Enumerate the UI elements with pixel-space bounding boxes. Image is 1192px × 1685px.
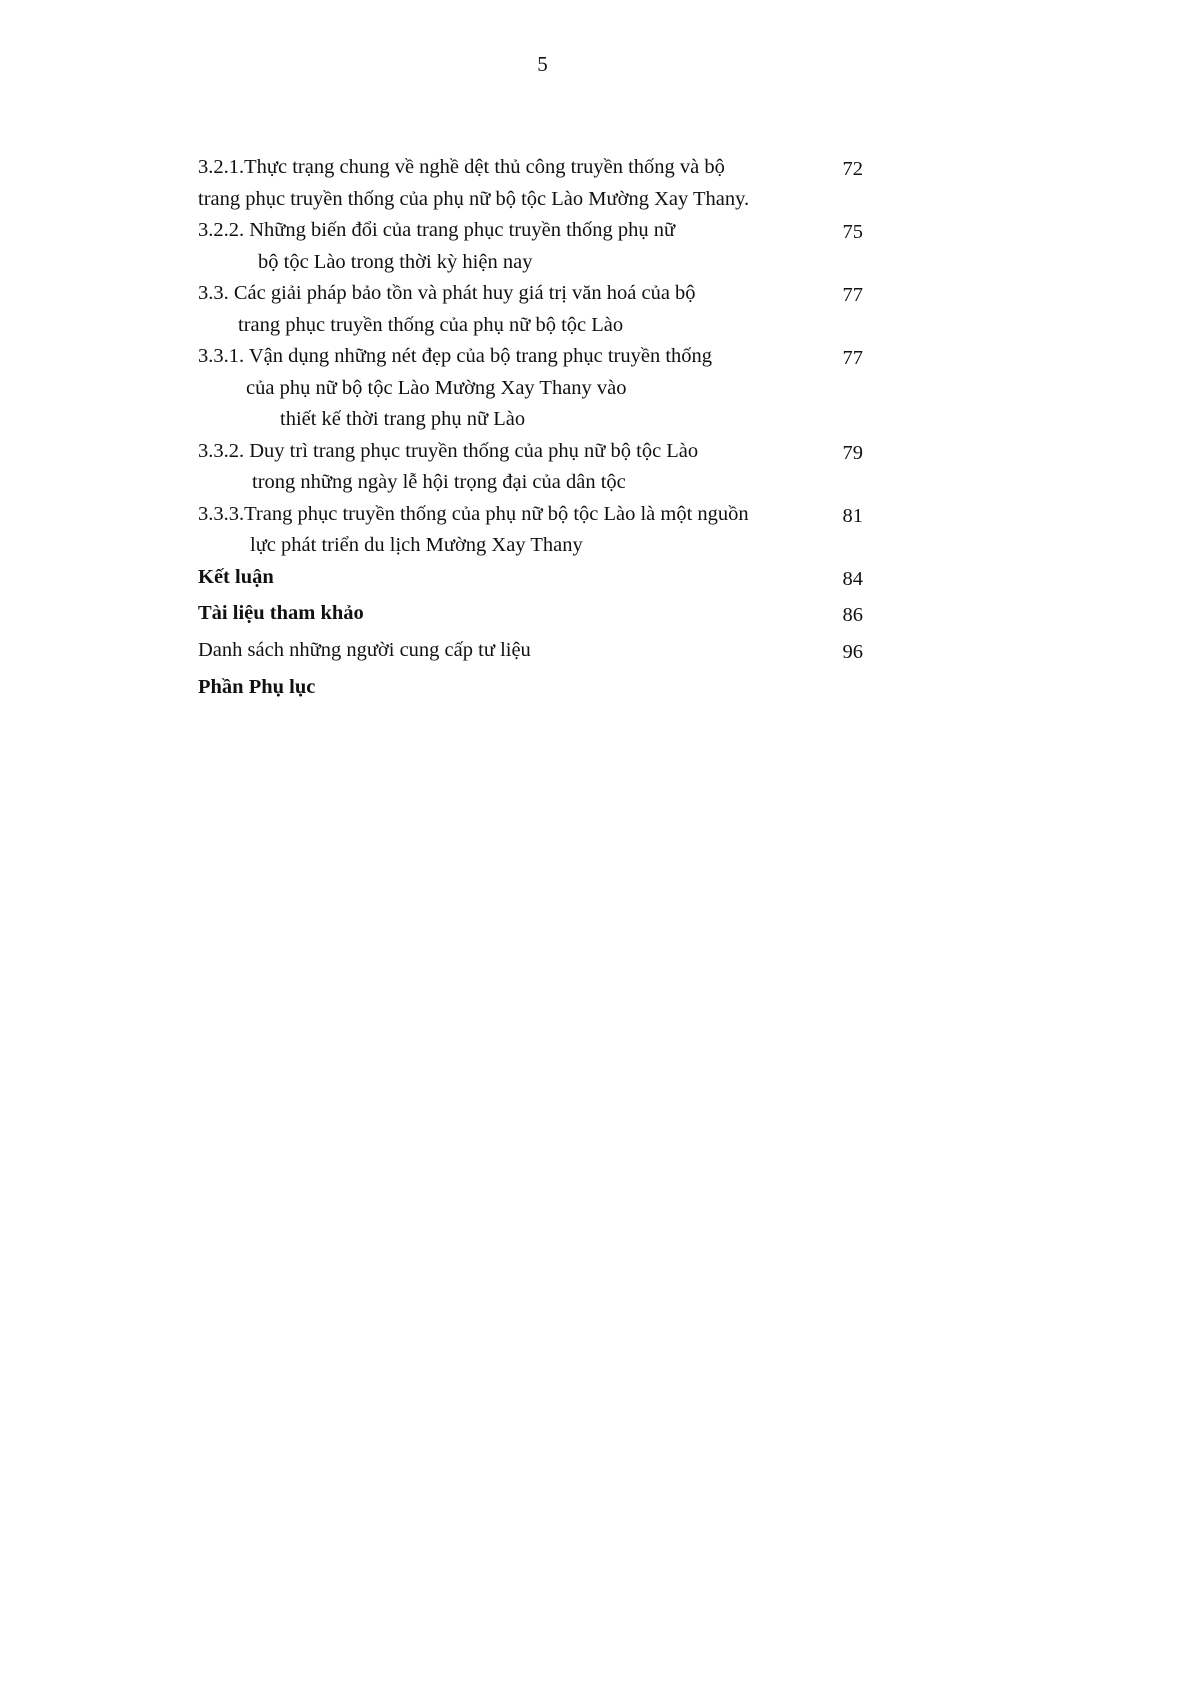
toc-entry-title <box>198 598 798 630</box>
toc-entry-title <box>198 436 798 499</box>
toc-entry-appendix[interactable] <box>198 672 863 704</box>
toc-page-number: 96 <box>842 640 863 663</box>
toc-entry-line: bộ tộc Lào trong thời kỳ hiện nay <box>258 250 533 273</box>
toc-entry-informants[interactable] <box>198 635 863 667</box>
toc-entry-3-2-1[interactable] <box>198 152 863 215</box>
toc-page-number: 72 <box>842 158 863 180</box>
toc-entry-line: Kết luận <box>198 565 274 588</box>
table-of-contents <box>198 152 863 704</box>
toc-entry-line: 3.3.1. Vận dụng những nét đẹp của bộ trang phục truyền thống <box>198 345 713 367</box>
toc-page-number: 81 <box>842 504 863 527</box>
toc-entry-line: 3.3. Các giải pháp bảo tồn và phát huy giá trị văn hoá của bộ <box>198 282 696 304</box>
toc-entry-title <box>198 672 798 704</box>
toc-entry-references[interactable] <box>198 598 863 630</box>
toc-entry-3-3-3[interactable] <box>198 499 863 562</box>
toc-entry-title <box>198 278 798 341</box>
toc-entry-line: của phụ nữ bộ tộc Lào Mường Xay Thany vào <box>246 376 627 399</box>
toc-entry-line: 3.3.2. Duy trì trang phục truyền thống của phụ nữ bộ tộc Lào <box>198 439 699 462</box>
toc-entry-line: Tài liệu tham khảo <box>198 602 364 624</box>
toc-entry-line: 3.2.2. Những biến đổi của trang phục truyền thống phụ nữ <box>198 219 676 241</box>
toc-entry-3-3[interactable] <box>198 278 863 341</box>
toc-entry-line: Danh sách những người cung cấp tư liệu <box>198 638 531 661</box>
toc-entry-line: lực phát triển du lịch Mường Xay Thany <box>250 534 583 556</box>
toc-page-number: 79 <box>842 441 863 464</box>
toc-entry-3-2-2[interactable] <box>198 215 863 278</box>
toc-page-number: 86 <box>842 604 863 626</box>
toc-page-number: 77 <box>842 284 863 306</box>
toc-entry-3-3-1[interactable] <box>198 341 863 436</box>
toc-entry-title <box>198 562 798 594</box>
toc-entry-title <box>198 499 798 562</box>
toc-entry-line: 3.3.3.Trang phục truyền thống của phụ nữ bộ tộc Lào là một nguồn <box>198 502 749 525</box>
toc-entry-title <box>198 215 798 278</box>
toc-entry-conclusion[interactable] <box>198 562 863 594</box>
toc-entry-title <box>198 152 798 215</box>
page-number: 5 <box>537 52 548 76</box>
toc-page-number: 75 <box>842 221 863 243</box>
toc-entry-line: trang phục truyền thống của phụ nữ bộ tộc Lào <box>238 313 624 336</box>
toc-page-number: 77 <box>842 347 863 369</box>
toc-entry-title <box>198 635 798 667</box>
toc-entry-title <box>198 341 798 436</box>
toc-entry-line: thiết kế thời trang phụ nữ Lào <box>280 408 526 430</box>
toc-entry-3-3-2[interactable] <box>198 436 863 499</box>
toc-page-number: 84 <box>842 567 863 590</box>
toc-entry-line: trong những ngày lễ hội trọng đại của dân tộc <box>252 471 626 493</box>
toc-entry-line: 3.2.1.Thực trạng chung về nghề dệt thủ công truyền thống và bộ <box>198 156 725 178</box>
toc-entry-line: trang phục truyền thống của phụ nữ bộ tộc Lào Mường Xay Thany. <box>198 187 750 210</box>
toc-entry-line: Phần Phụ lục <box>198 676 316 698</box>
